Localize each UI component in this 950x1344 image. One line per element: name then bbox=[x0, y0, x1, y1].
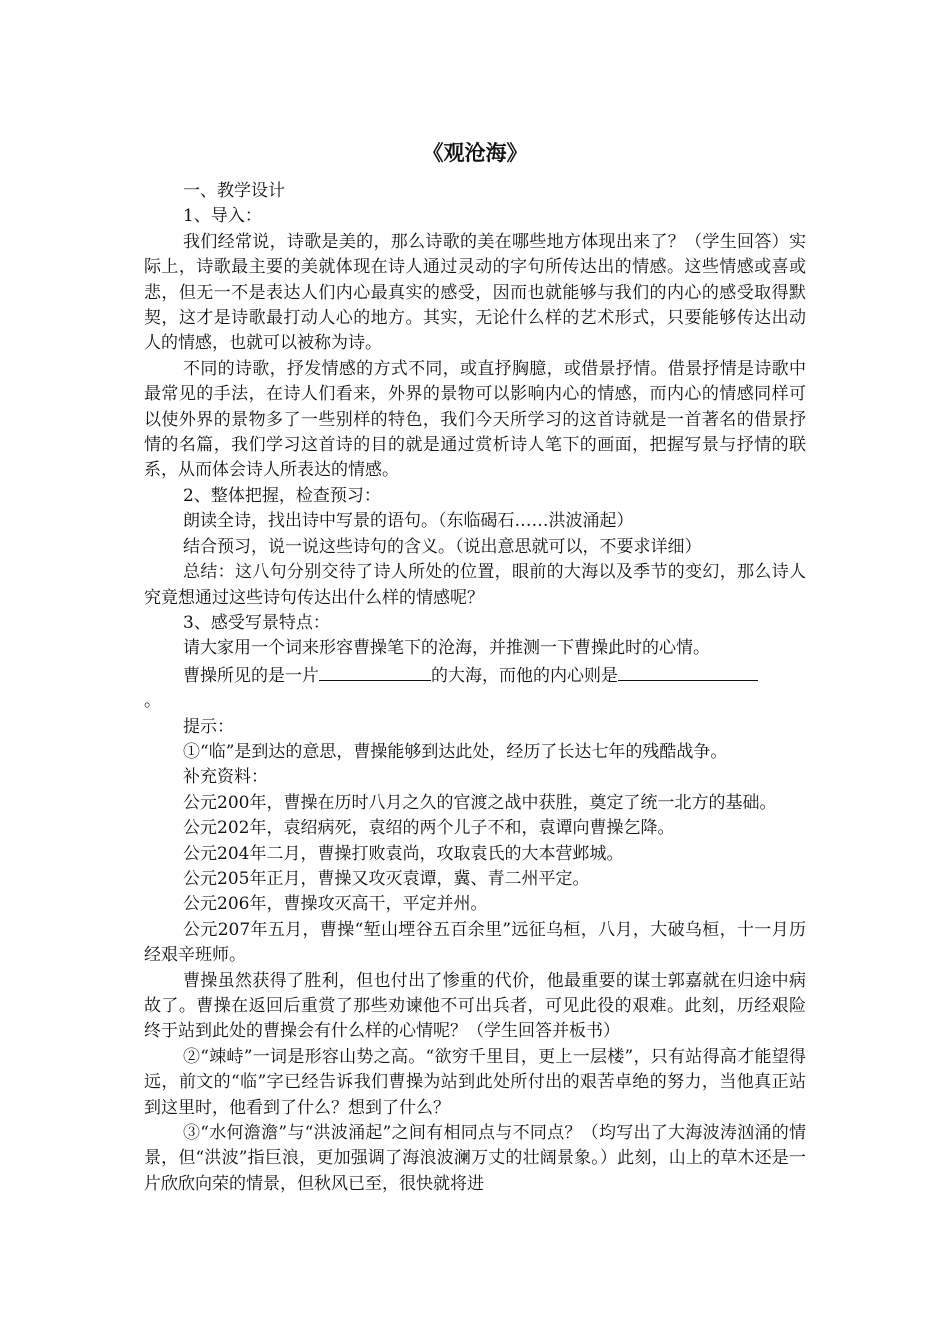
history-note: 曹操虽然获得了胜利，但也付出了惨重的代价，他最重要的谋士郭嘉就在归途中病故了。曹操在返回后重赏了那些劝谏他不可出兵者，可见此役的艰难。此刻，历经艰险终于站到此处的曹操会有什么样的心情呢？（学生回答并板书） bbox=[144, 970, 806, 1042]
overall-paragraph-3: 总结：这八句分别交待了诗人所处的位置，眼前的大海以及季节的变幻，那么诗人究竟想通过这些诗句传达出什么样的情感呢？ bbox=[144, 562, 806, 608]
hint-label: 提示： bbox=[183, 716, 234, 737]
history-item: 公元200年，曹操在历时八月之久的官渡之战中获胜，奠定了统一北方的基础。 bbox=[183, 792, 777, 813]
history-item: 公元204年二月，曹操打败袁尚，攻取袁氏的大本营邺城。 bbox=[183, 843, 624, 864]
hint-1: ①“临”是到达的意思，曹操能够到达此处，经历了长达七年的残酷战争。 bbox=[183, 741, 728, 762]
scene-paragraph-1: 请大家用一个词来形容曹操笔下的沧海，并推测一下曹操此时的心情。 bbox=[183, 638, 710, 659]
history-item: 公元205年正月，曹操又攻灭袁谭，冀、青二州平定。 bbox=[183, 868, 590, 889]
fill-text-2: 的大海，而他的内心则是 bbox=[431, 665, 618, 686]
fill-text-1: 曹操所见的是一片 bbox=[183, 665, 319, 686]
overall-heading: 2、整体把握，检查预习： bbox=[183, 485, 381, 506]
fill-in-sentence bbox=[144, 662, 806, 689]
history-item: 公元202年，袁绍病死，袁绍的两个儿子不和，袁谭向曹操乞降。 bbox=[183, 818, 675, 839]
hint-3: ③“水何澹澹”与“洪波涌起”之间有相同点与不同点？（均写出了大海波涛汹涌的情景，但“洪波”指巨浪，更加强调了海浪波澜万丈的壮阔景象。）此刻，山上的草木还是一片欣欣向荣的情景，但秋风已至，很快就将进 bbox=[144, 1123, 806, 1194]
document-title: 《观沧海》 bbox=[422, 140, 528, 165]
overall-paragraph-1: 朗读全诗，找出诗中写景的语句。（东临碣石……洪波涌起） bbox=[183, 511, 634, 532]
supplement-label: 补充资料： bbox=[183, 767, 268, 788]
fill-blank-1 bbox=[319, 662, 431, 681]
intro-heading: 1、导入： bbox=[183, 206, 262, 227]
fill-end: 。 bbox=[144, 691, 161, 712]
history-item: 公元206年，曹操攻灭高干，平定并州。 bbox=[183, 894, 488, 915]
scene-heading: 3、感受写景特点： bbox=[183, 612, 330, 633]
intro-paragraph-2: 不同的诗歌，抒发情感的方式不同，或直抒胸臆，或借景抒情。借景抒情是诗歌中最常见的手法，在诗人们看来，外界的景物可以影响内心的情感，而内心的情感同样可以使外界的景物多了一些别样的特色，我们今天所学习的这首诗就是一首著名的借景抒情的名篇，我们学习这首诗的目的就是通过赏析诗人笔下的画面，把握写景与抒情的联系，从而体会诗人所表达的情感。 bbox=[144, 358, 806, 481]
section-heading: 一、教学设计 bbox=[183, 181, 285, 201]
fill-blank-2 bbox=[618, 662, 758, 681]
hint-2: ②“竦峙”一词是形容山势之高。“欲穷千里目，更上一层楼”，只有站得高才能望得远，前文的“临”字已经告诉我们曹操为站到此处所付出的艰苦卓绝的努力，当他真正站到这里时，他看到了什么？想到了什么？ bbox=[144, 1046, 806, 1118]
intro-paragraph-1: 我们经常说，诗歌是美的，那么诗歌的美在哪些地方体现出来了？（学生回答）实际上，诗歌最主要的美就体现在诗人通过灵动的字句所传达出的情感。这些情感或喜或悲，但无一不是表达人们内心最真实的感受，因而也就能够与我们的内心的感受取得默契，这才是诗歌最打动人心的地方。其实，无论什么样的艺术形式，只要能够传达出动人的情感，也就可以被称为诗。 bbox=[144, 231, 806, 354]
history-item: 公元207年五月，曹操“堑山堙谷五百余里”远征乌桓，八月，大破乌桓，十一月历经艰辛班师。 bbox=[144, 919, 806, 966]
overall-paragraph-2: 结合预习，说一说这些诗句的含义。（说出意思就可以，不要求详细） bbox=[183, 536, 702, 557]
